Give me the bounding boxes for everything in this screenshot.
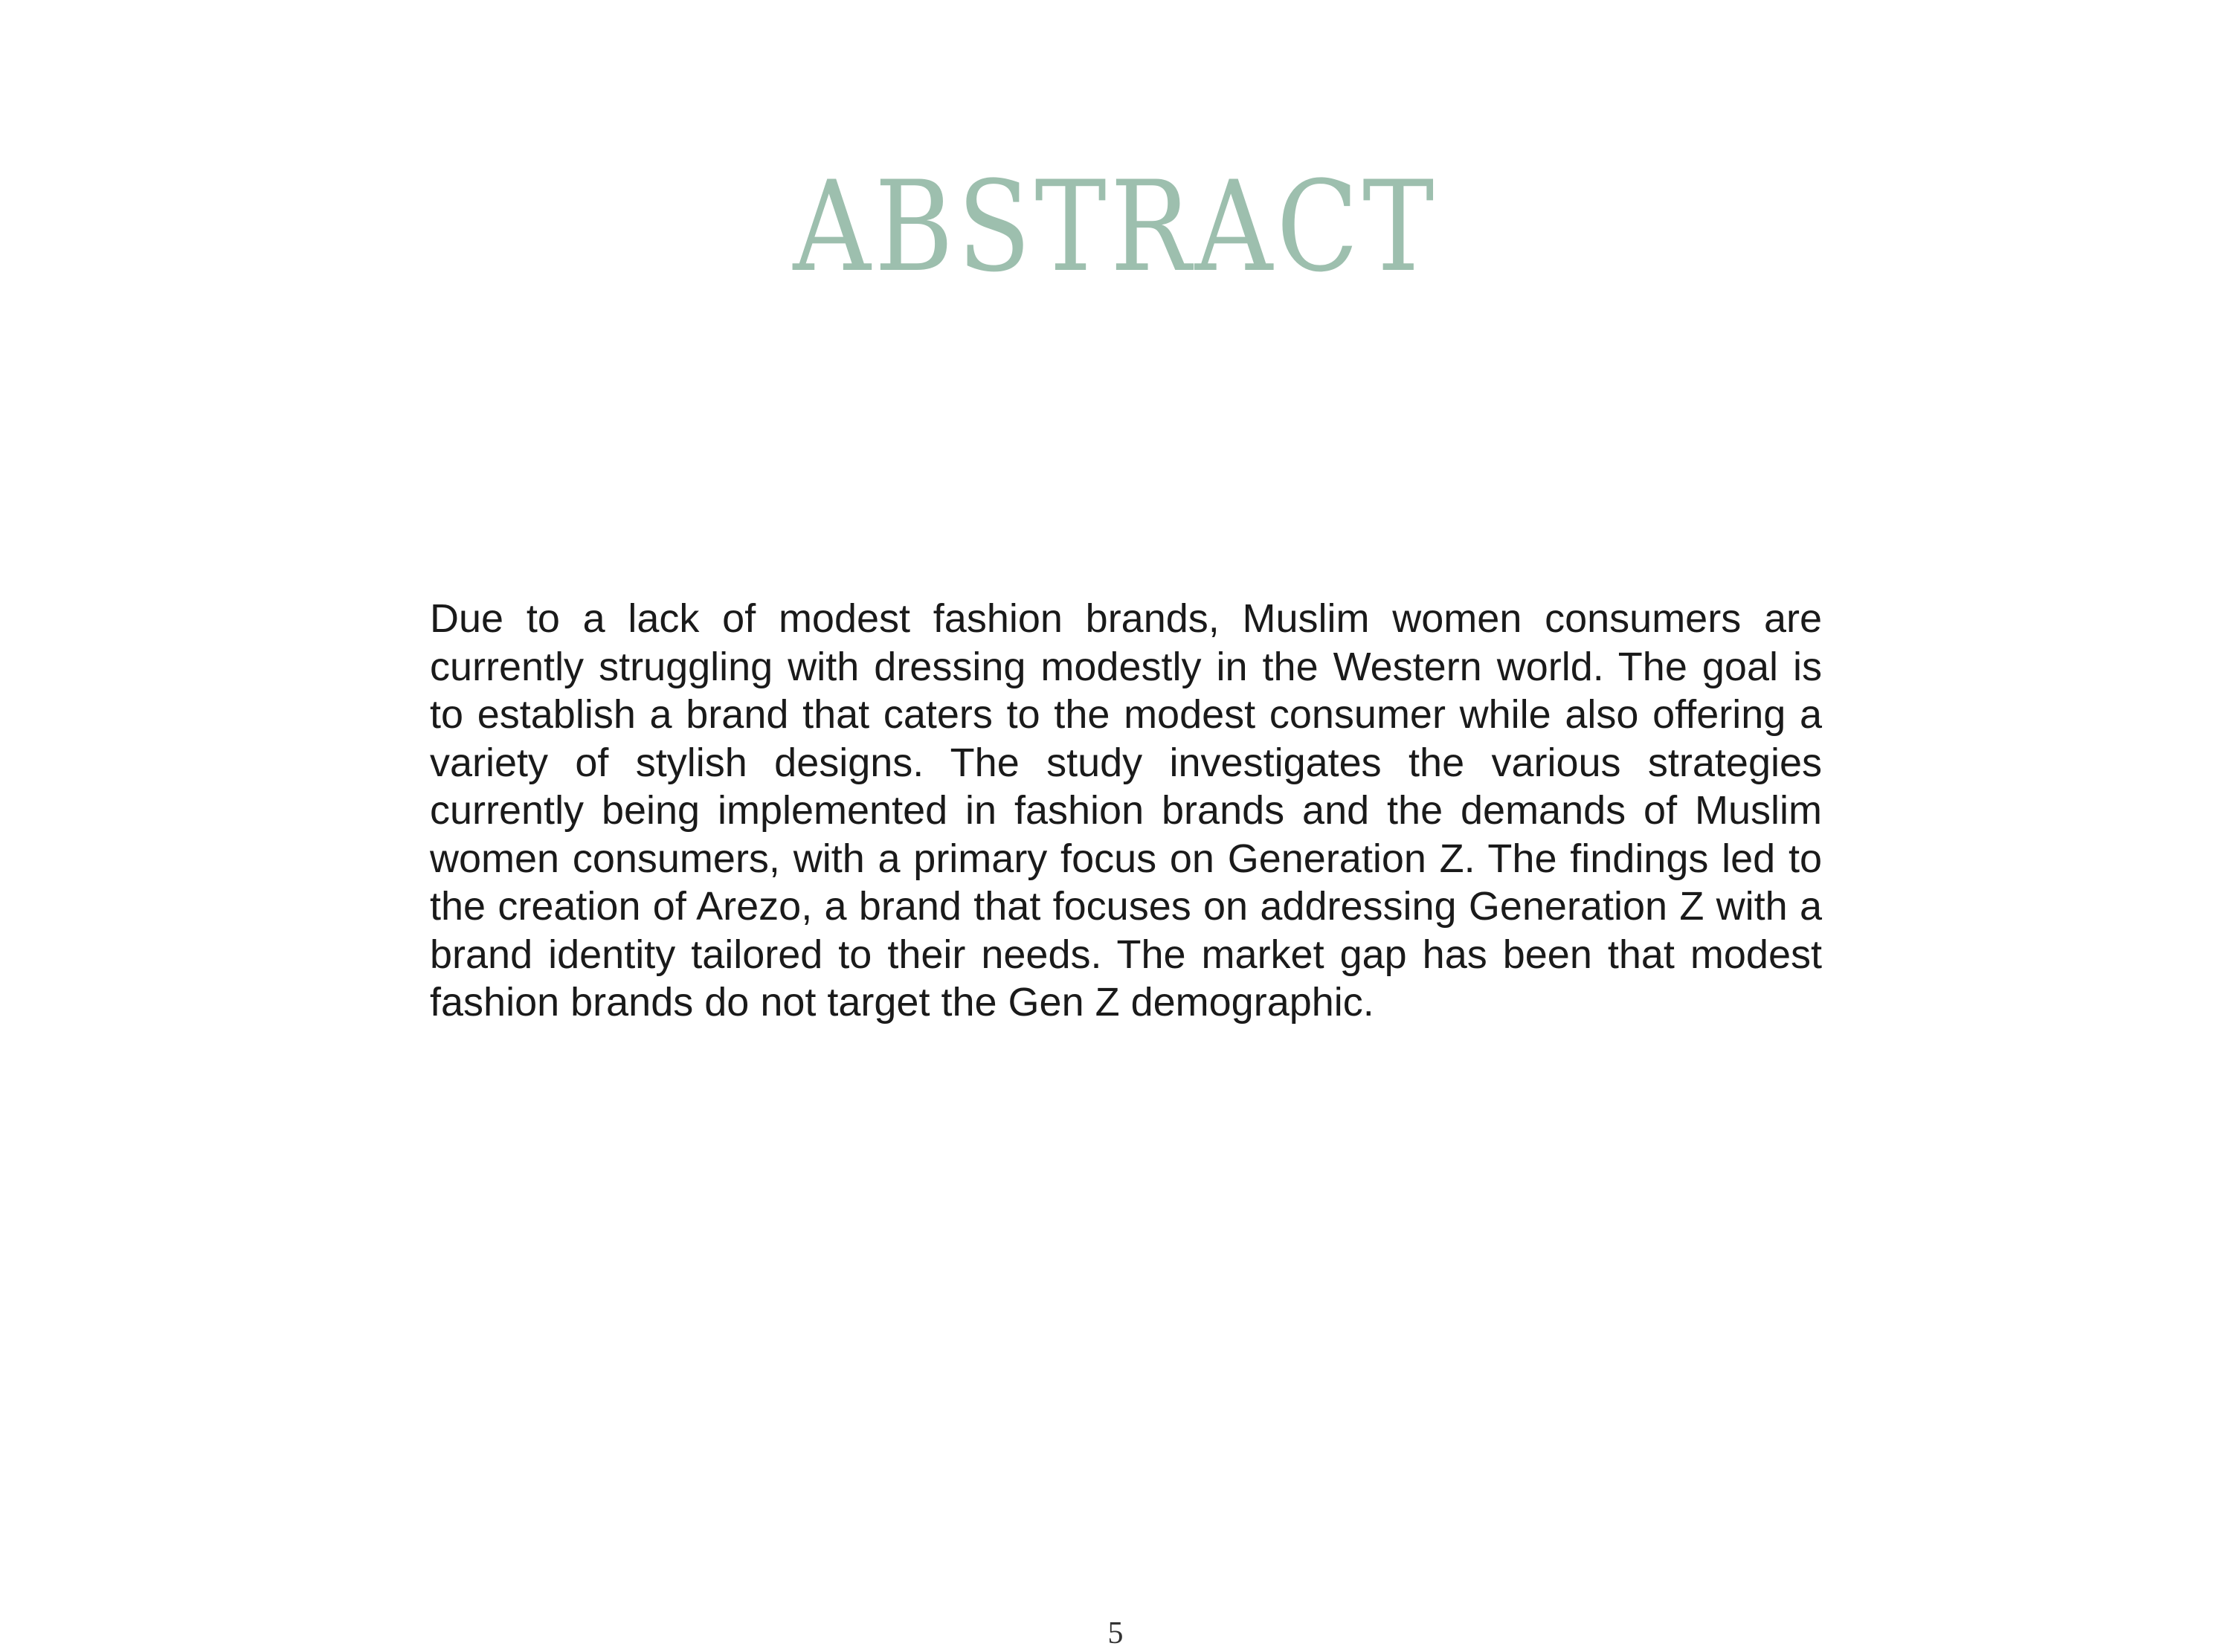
page-title: ABSTRACT xyxy=(793,154,1438,300)
page-number: 5 xyxy=(1107,1616,1124,1651)
abstract-text: Due to a lack of modest fashion brands, Muslim women consumers are currently struggling with dressing modestly in the Western world. The goal is to establish a brand that caters to the modest consumer while also offering a variety of stylish designs. The study investigates the various strategies currently being implemented in fashion brands and the demands of Muslim women consumers, with a primary focus on Generation Z. The findings led to the creation of Arezo, a brand that focuses on addressing Generation Z with a brand identity tailored to their needs. The market gap has been that modest fashion brands do not target the Gen Z demographic. xyxy=(430,596,1822,1025)
